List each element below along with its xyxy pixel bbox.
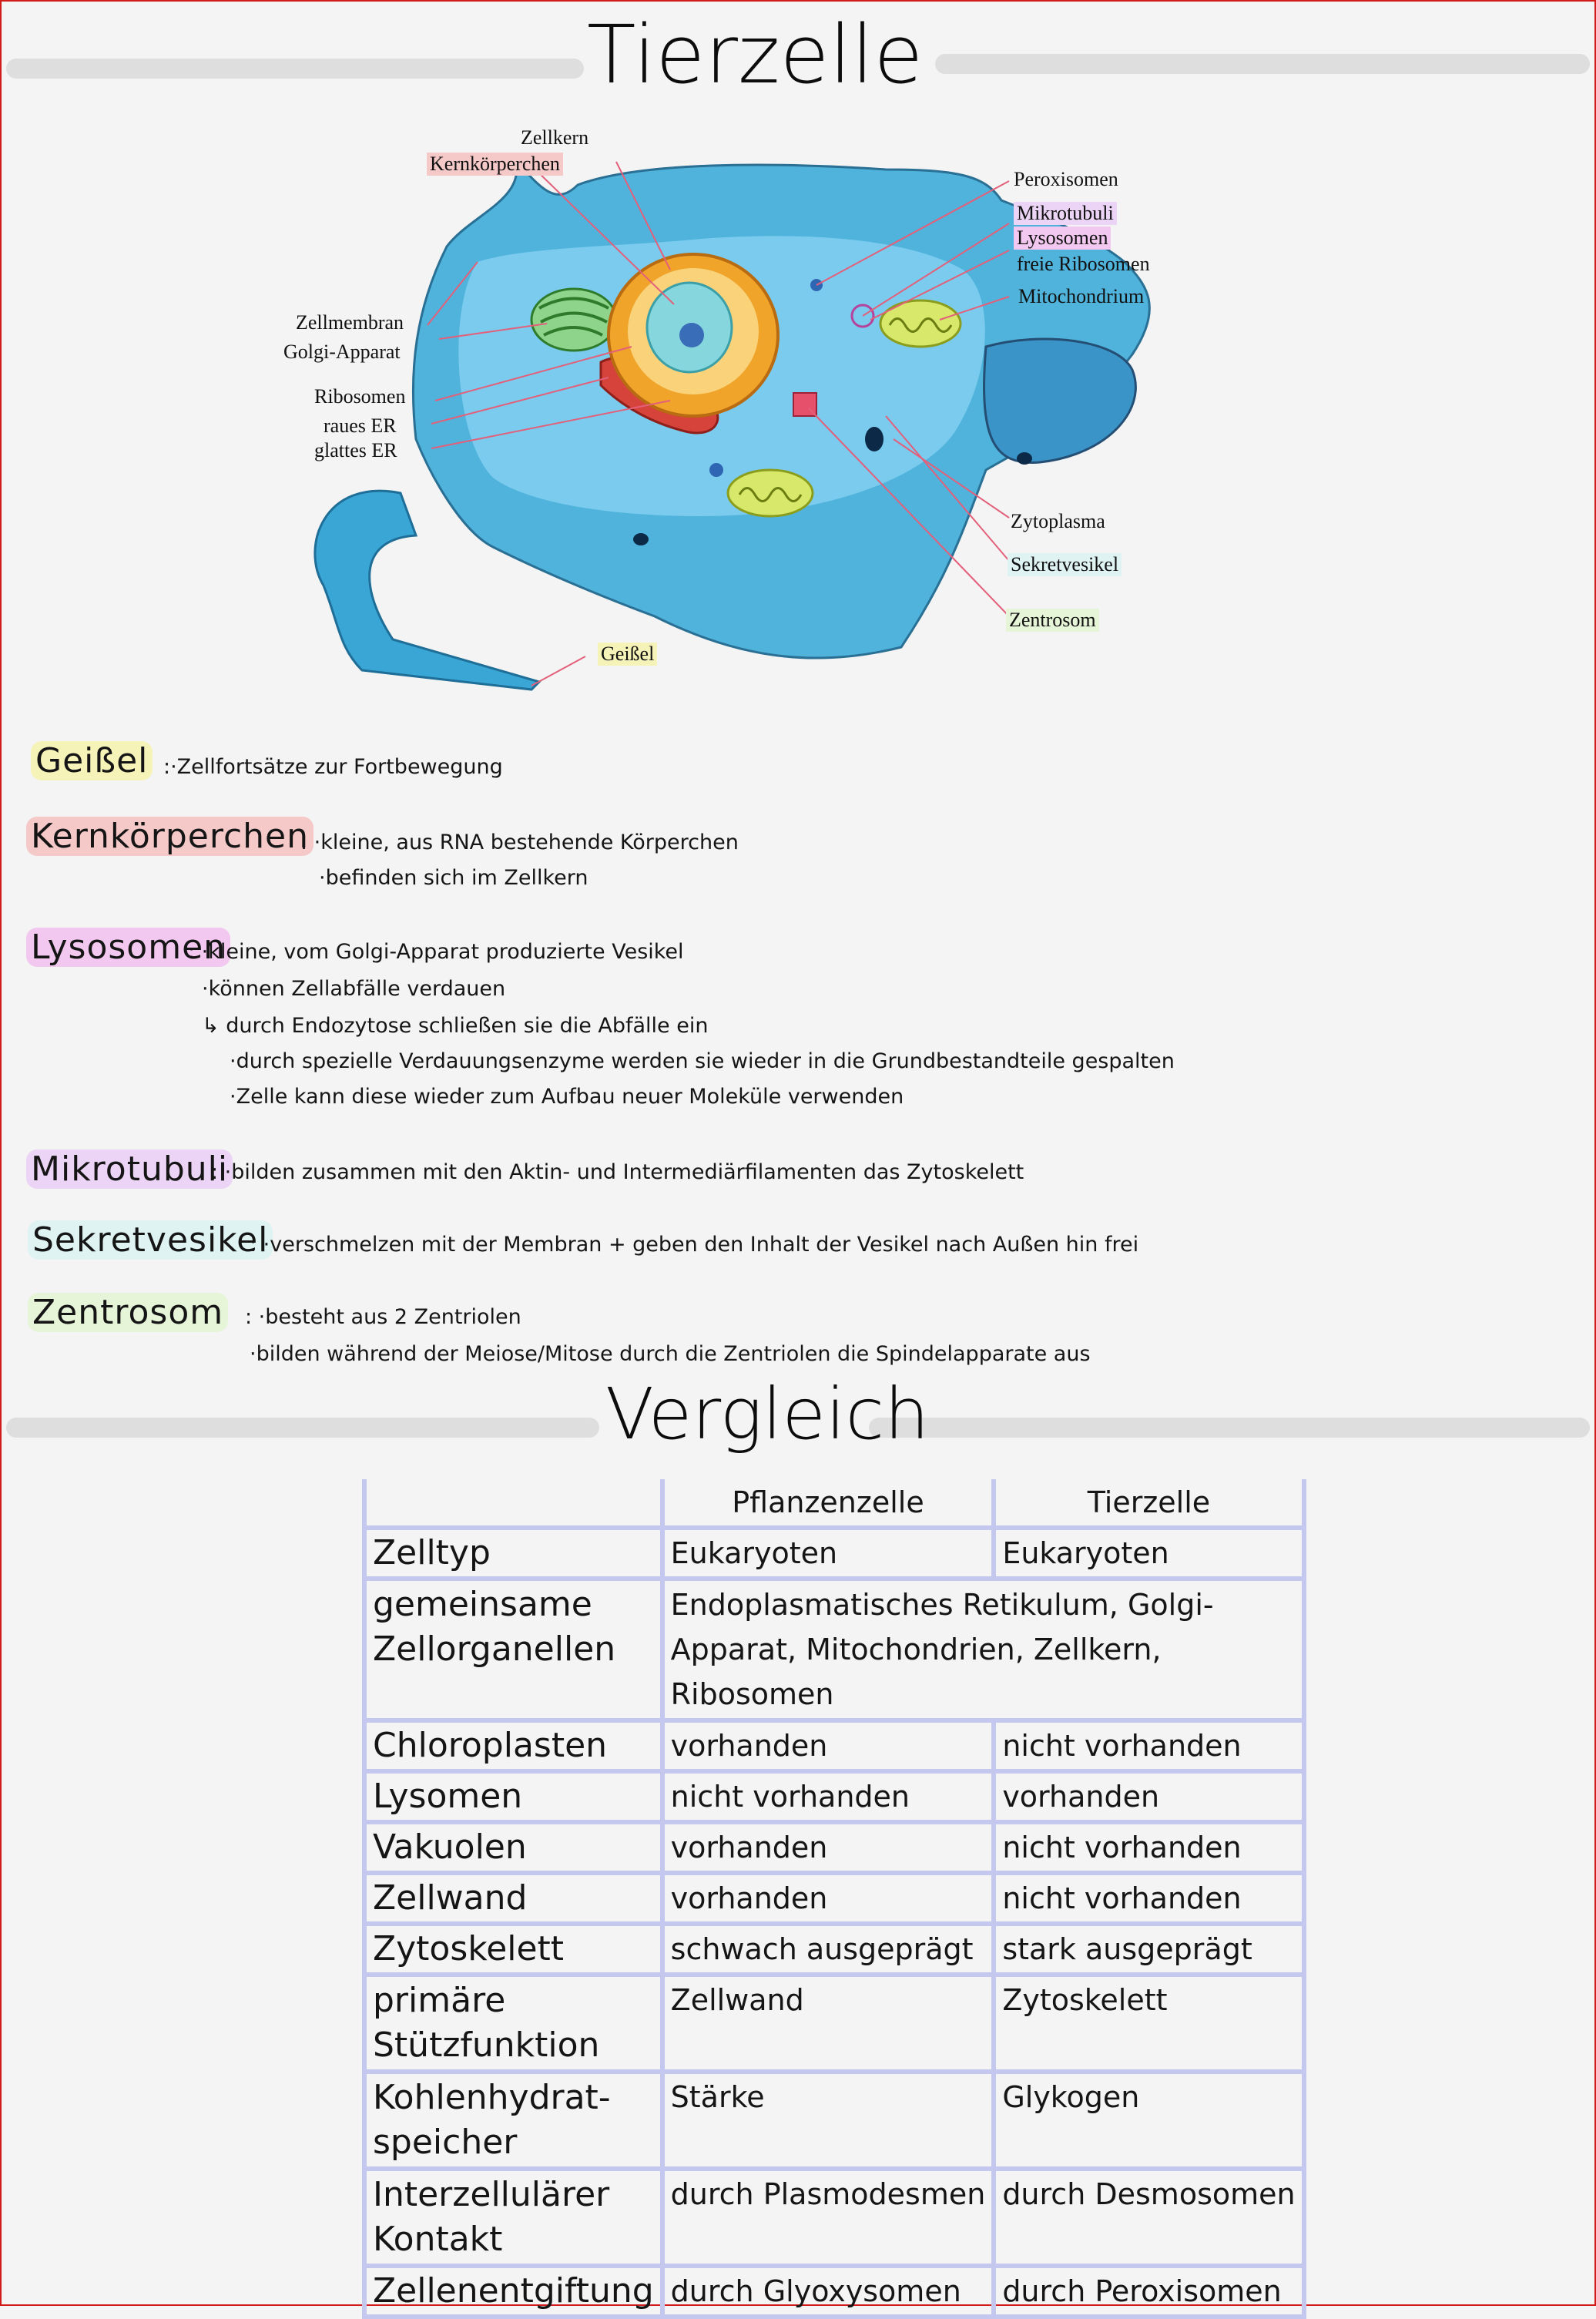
mitochondrion-shape-1 — [880, 300, 961, 347]
mitochondrion-shape-2 — [728, 470, 813, 516]
definition-line: : ·kleine, aus RNA bestehende Körperchen — [300, 831, 739, 854]
definition-line: : ·kleine, vom Golgi-Apparat produzierte Vesikel — [188, 940, 684, 964]
cell-plant: vorhanden — [662, 1822, 994, 1873]
definition-line: ↳ durch Endozytose schließen sie die Abfälle ein — [202, 1014, 709, 1038]
table-row — [364, 1720, 1304, 1771]
row-label: gemeinsame Zellorganellen — [364, 1579, 662, 1720]
table-row — [364, 2169, 1304, 2266]
cell-plant: nicht vorhanden — [662, 1771, 994, 1822]
term-kernkoerperchen: Kernkörperchen — [26, 817, 314, 856]
table-row — [364, 2266, 1304, 2317]
cell-animal: stark ausgeprägt — [994, 1924, 1303, 1975]
nucleus-dark-spot-1 — [865, 427, 884, 451]
golgi-apparatus-shape — [531, 289, 616, 351]
row-label: Zytoskelett — [364, 1924, 662, 1975]
label-golgi: Golgi-Apparat — [283, 341, 401, 363]
cell-bulge-shape — [984, 339, 1136, 462]
table-row — [364, 1924, 1304, 1975]
label-kernkoerperchen: Kernkörperchen — [427, 153, 563, 176]
cell-plant: durch Glyoxysomen — [662, 2266, 994, 2317]
section-divider-right — [869, 1418, 1590, 1438]
table-row — [364, 1579, 1304, 1720]
table-row — [364, 1873, 1304, 1924]
row-label: Zellwand — [364, 1873, 662, 1924]
label-freie-ribosomen: freie Ribosomen — [1017, 253, 1150, 275]
cell-plant: schwach ausgeprägt — [662, 1924, 994, 1975]
comparison-table — [362, 1479, 1306, 2319]
label-mitochondrium: Mitochondrium — [1018, 285, 1145, 307]
definition-line: : ·bilden zusammen mit den Aktin- und Intermediärfilamenten das Zytoskelett — [211, 1160, 1024, 1184]
nucleus-shape — [609, 254, 778, 416]
nucleus-dark-spot-2 — [633, 533, 649, 545]
cell-animal: vorhanden — [994, 1771, 1303, 1822]
row-label: Kohlenhydrat-speicher — [364, 2072, 662, 2169]
table-row — [364, 2072, 1304, 2169]
cell-animal: Zytoskelett — [994, 1975, 1303, 2072]
label-raues-er: raues ER — [324, 414, 397, 437]
definition-line: : ·besteht aus 2 Zentriolen — [245, 1305, 521, 1329]
term-sekretvesikel: Sekretvesikel — [28, 1220, 273, 1260]
definition-line: ·können Zellabfälle verdauen — [202, 977, 506, 1001]
cell-plant: Stärke — [662, 2072, 994, 2169]
table-header-corner — [364, 1479, 662, 1528]
definition-line: :·Zellfortsätze zur Fortbewegung — [163, 755, 503, 779]
label-zytoplasma: Zytoplasma — [1011, 510, 1105, 532]
section-title-vergleich: Vergleich — [605, 1373, 930, 1455]
label-peroxisomen: Peroxisomen — [1014, 168, 1118, 190]
label-glattes-er: glattes ER — [314, 439, 397, 461]
cell-animal: nicht vorhanden — [994, 1873, 1303, 1924]
cell-plant: Eukaryoten — [662, 1528, 994, 1579]
label-zellmembran: Zellmembran — [296, 311, 404, 334]
table-row — [364, 1771, 1304, 1822]
label-mikrotubuli: Mikrotubuli — [1014, 202, 1117, 225]
term-geissel: Geißel — [31, 741, 153, 780]
row-label: Lysomen — [364, 1771, 662, 1822]
term-lysosomen: Lysosomen — [26, 928, 230, 967]
cell-animal: durch Desmosomen — [994, 2169, 1303, 2266]
cell-shared: Endoplasmatisches Retikulum, Golgi-Apparat, Mitochondrien, Zellkern, Ribosomen — [662, 1579, 1304, 1720]
definition-line: ·Zelle kann diese wieder zum Aufbau neuer Moleküle verwenden — [230, 1085, 904, 1109]
row-label: primäre Stützfunktion — [364, 1975, 662, 2072]
row-label: Vakuolen — [364, 1822, 662, 1873]
definition-line: ·bilden während der Meiose/Mitose durch die Zentriolen die Spindelapparate aus — [250, 1342, 1091, 1366]
cell-animal: nicht vorhanden — [994, 1822, 1303, 1873]
row-label: Chloroplasten — [364, 1720, 662, 1771]
table-row — [364, 1822, 1304, 1873]
table-row — [364, 1975, 1304, 2072]
cell-plant: vorhanden — [662, 1873, 994, 1924]
cell-animal: Glykogen — [994, 2072, 1303, 2169]
table-header-animal: Tierzelle — [994, 1479, 1303, 1528]
cell-plant: durch Plasmodesmen — [662, 2169, 994, 2266]
label-zellkern: Zellkern — [521, 126, 589, 149]
term-zentrosom: Zentrosom — [28, 1293, 228, 1332]
title-divider-left — [6, 59, 584, 79]
table-header-plant: Pflanzenzelle — [662, 1479, 994, 1528]
definition-line: ·durch spezielle Verdauungsenzyme werden sie wieder in die Grundbestandteile gespalten — [230, 1049, 1175, 1073]
nucleus-dark-spot-3 — [1017, 452, 1032, 465]
row-label: Interzellulärer Kontakt — [364, 2169, 662, 2266]
cell-plant: vorhanden — [662, 1720, 994, 1771]
page-title: Tierzelle — [587, 8, 924, 102]
table-header-row — [364, 1479, 1304, 1528]
title-divider-right — [935, 54, 1590, 74]
vesicle-shape-2 — [709, 463, 723, 477]
label-ribosomen: Ribosomen — [314, 385, 406, 408]
label-zentrosom: Zentrosom — [1006, 609, 1099, 632]
section-divider-left — [6, 1418, 599, 1438]
cell-plant: Zellwand — [662, 1975, 994, 2072]
definition-line: ·befinden sich im Zellkern — [319, 866, 588, 890]
table-row — [364, 1528, 1304, 1579]
label-lysosomen: Lysosomen — [1014, 227, 1111, 250]
cell-animal: durch Peroxisomen — [994, 2266, 1303, 2317]
label-sekretvesikel: Sekretvesikel — [1008, 553, 1122, 576]
term-mikrotubuli: Mikrotubuli — [26, 1149, 233, 1189]
row-label: Zelltyp — [364, 1528, 662, 1579]
cell-animal: Eukaryoten — [994, 1528, 1303, 1579]
definition-line: : ·verschmelzen mit der Membran + geben den Inhalt der Vesikel nach Außen hin frei — [250, 1233, 1139, 1257]
cell-animal: nicht vorhanden — [994, 1720, 1303, 1771]
label-geissel: Geißel — [598, 643, 657, 666]
row-label: Zellenentgiftung — [364, 2266, 662, 2317]
